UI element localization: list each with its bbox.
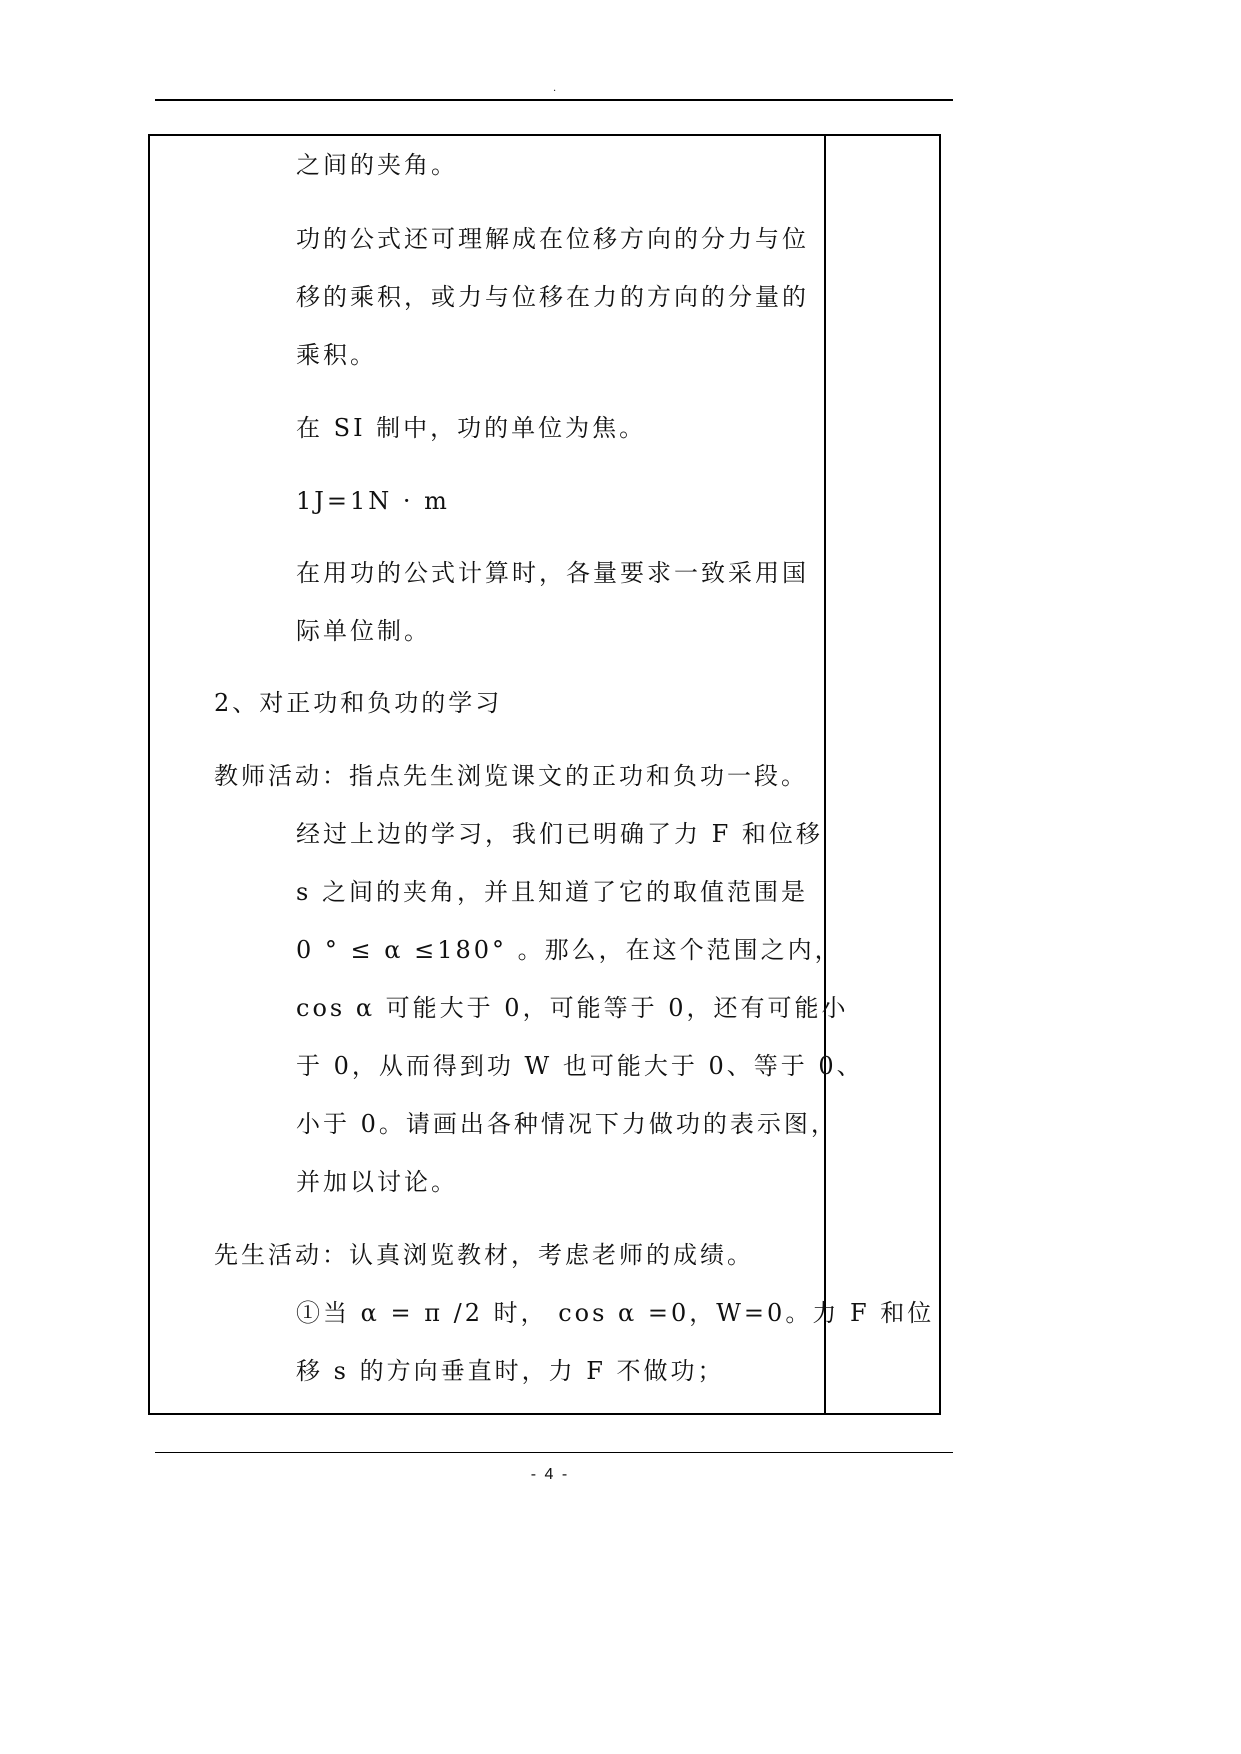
section-heading: 2、对正功和负功的学习 [214, 689, 503, 717]
formula-line: 1J=1N · m [296, 487, 450, 515]
text-line: s 之间的夹角，并且知道了它的取值范围是 [296, 878, 808, 906]
text-line: 际单位制。 [296, 617, 431, 645]
text-line: 之间的夹角。 [296, 151, 458, 179]
table-column-divider [824, 134, 826, 1415]
student-activity-line: 先生活动：认真浏览教材，考虑老师的成绩。 [214, 1241, 754, 1269]
page-number: - 4 - [530, 1466, 570, 1483]
text-line: 在 SI 制中，功的单位为焦。 [296, 414, 647, 442]
text-line: 于 0，从而得到功 W 也可能大于 0、等于 0、 [296, 1052, 864, 1080]
text-line: 功的公式还可理解成在位移方向的分力与位 [296, 225, 809, 253]
text-line: 在用功的公式计算时，各量要求一致采用国 [296, 559, 809, 587]
text-line: 乘积。 [296, 341, 377, 369]
header-mark: . [553, 83, 557, 94]
text-line: ①当 α = π /2 时， cos α =0，W=0。力 F 和位 [296, 1299, 935, 1327]
text-line: 移 s 的方向垂直时，力 F 不做功； [296, 1357, 725, 1385]
text-line: 并加以讨论。 [296, 1168, 458, 1196]
header-rule [155, 99, 953, 101]
text-line: 0 ° ≤ α ≤180° 。那么，在这个范围之内， [296, 936, 842, 964]
text-line: cos α 可能大于 0，可能等于 0，还有可能小 [296, 994, 849, 1022]
text-line: 经过上边的学习，我们已明确了力 F 和位移 [296, 820, 823, 848]
text-line: 移的乘积，或力与位移在力的方向的分量的 [296, 283, 809, 311]
teacher-activity-line: 教师活动：指点先生浏览课文的正功和负功一段。 [214, 762, 808, 790]
footer-rule [155, 1452, 953, 1453]
text-line: 小于 0。请画出各种情况下力做功的表示图， [296, 1110, 838, 1138]
